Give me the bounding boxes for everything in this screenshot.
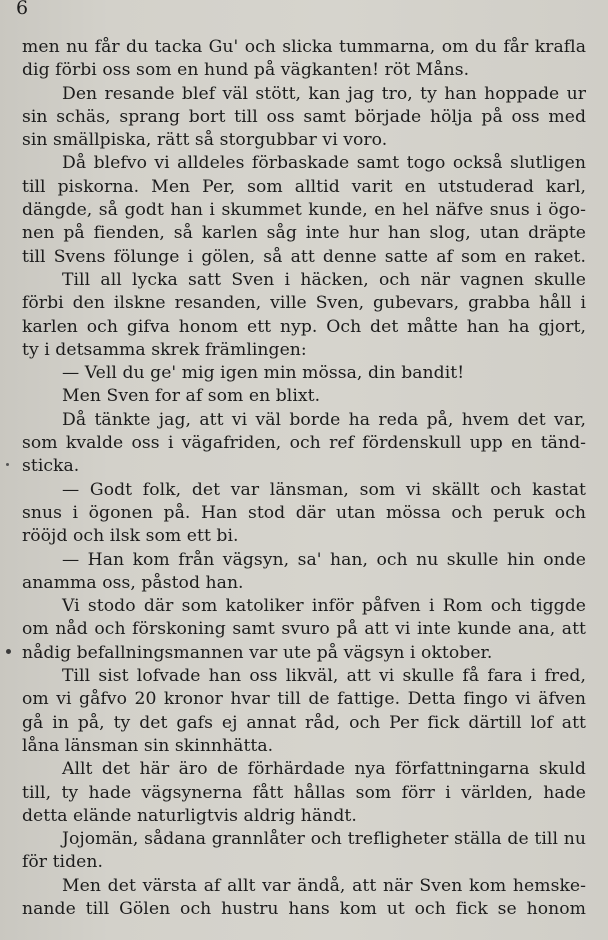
text-line: karlen och gifva honom ett nyp. Och det måtte han ha gjort, <box>22 316 586 337</box>
text-line: detta elände naturligtvis aldrig händt. <box>22 805 357 826</box>
text-line: till Svens fölunge i gölen, så att denne satte af som en raket. <box>22 246 586 267</box>
text-line: Till all lycka satt Sven i häcken, och när vagnen skulle <box>62 269 586 290</box>
text-line: anamma oss, påstod han. <box>22 572 244 593</box>
text-line: till, ty hade vägsynerna fått hållas som förr i världen, hade <box>22 782 586 803</box>
text-line: förbi den ilskne resanden, ville Sven, gubevars, grabba håll i <box>22 293 586 314</box>
text-line: låna länsman sin skinnhätta. <box>22 735 274 756</box>
text-line: Men det värsta af allt var ändå, att när Sven kom hemske- <box>62 875 586 896</box>
text-line: dängde, så godt han i skummet kunde, en hel näfve snus i ögo- <box>22 200 586 221</box>
text-line: — Han kom från vägsyn, sa' han, och nu skulle hin onde <box>62 549 586 570</box>
text-line: sticka. <box>22 456 80 477</box>
text-line: dig förbi oss som en hund på vägkanten! röt Måns. <box>22 60 470 81</box>
text-line: nande till Gölen och hustru hans kom ut och fick se honom <box>22 898 586 919</box>
text-line: gå in på, ty det gafs ej annat råd, och Per fick därtill lof att <box>22 712 586 733</box>
text-line: sin smällpiska, rätt så storgubbar vi voro. <box>22 130 388 151</box>
text-line: nådig befallningsmannen var ute på vägsyn i oktober. <box>22 642 493 663</box>
margin-speck <box>6 649 11 654</box>
body-text <box>22 36 586 921</box>
text-line: till piskorna. Men Per, som alltid varit en utstuderad karl, <box>22 176 586 197</box>
page-number: 6 <box>16 0 29 19</box>
text-line: Då tänkte jag, att vi väl borde ha reda på, hvem det var, <box>62 409 586 430</box>
text-line: om vi gåfvo 20 kronor hvar till de fattige. Detta fingo vi äfven <box>22 689 586 710</box>
text-line: Jojomän, sådana grannlåter och trefligheter ställa de till nu <box>62 829 586 850</box>
text-line: rööjd och ilsk som ett bi. <box>22 526 239 547</box>
text-line: Vi stodo där som katoliker inför påfven i Rom och tiggde <box>62 596 586 617</box>
text-line: — Godt folk, det var länsman, som vi skällt och kastat <box>62 479 586 500</box>
text-line: — Vell du ge' mig igen min mössa, din bandit! <box>62 363 465 384</box>
text-line: nen på fienden, så karlen såg inte hur han slog, utan dräpte <box>22 223 586 244</box>
text-line: Då blefvo vi alldeles förbaskade samt togo också slutligen <box>62 153 586 174</box>
text-line: Till sist lofvade han oss likväl, att vi skulle få fara i fred, <box>62 666 586 687</box>
text-line: som kvalde oss i vägafriden, och ref fördenskull upp en tänd- <box>22 433 586 454</box>
text-line: Den resande blef väl stött, kan jag tro, ty han hoppade ur <box>62 83 586 104</box>
text-line: sin schäs, sprang bort till oss samt började hölja på oss med <box>22 106 586 127</box>
text-line: men nu får du tacka Gu' och slicka tummarna, om du får krafla <box>22 37 586 57</box>
margin-speck <box>6 463 9 466</box>
text-line: Men Sven for af som en blixt. <box>62 386 321 407</box>
text-line: om nåd och förskoning samt svuro på att vi inte kunde ana, att <box>22 619 586 640</box>
text-line: ty i detsamma skrek främlingen: <box>22 339 307 360</box>
text-line: för tiden. <box>22 852 103 873</box>
text-line: snus i ögonen på. Han stod där utan mössa och peruk och <box>22 502 586 523</box>
text-line: Allt det här äro de förhärdade nya författningarna skuld <box>62 759 586 780</box>
